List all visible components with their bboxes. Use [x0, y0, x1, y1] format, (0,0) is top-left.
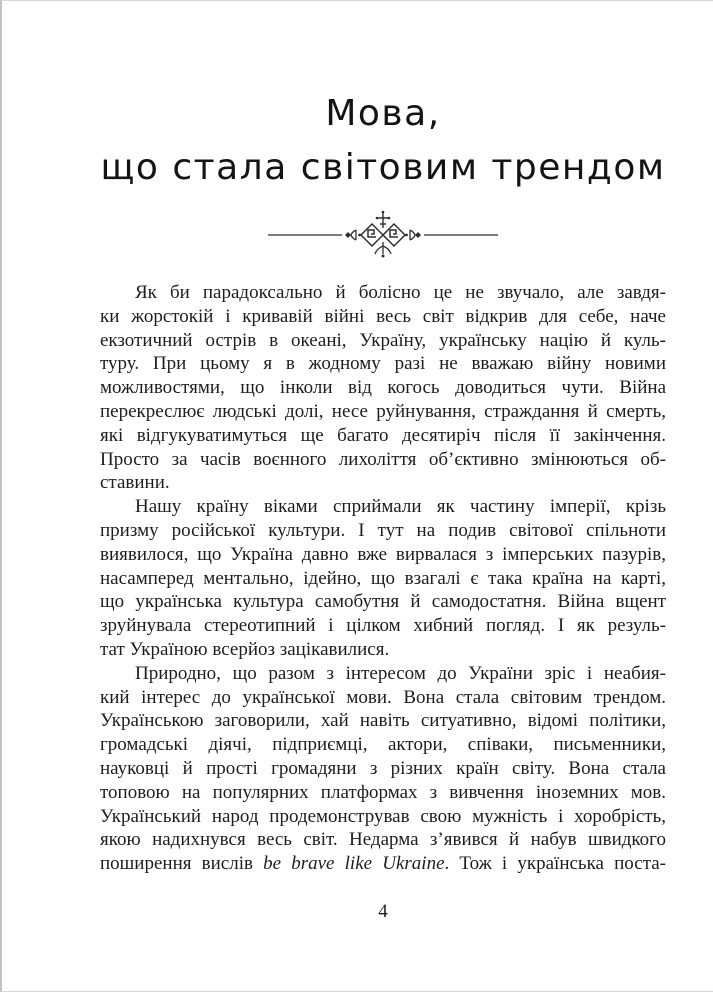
- page-number: 4: [378, 900, 388, 922]
- text-line: громадські діячі, підприємці, актори, співаки, письменники,: [100, 734, 666, 756]
- text-line: насамперед ментально, ідейно, що взагалі є така країна на карті,: [100, 567, 666, 589]
- text-line: екзотичний острів в океані, Україну, українську націю й куль-: [100, 329, 666, 351]
- text-line: виявилося, що Україна давно вже вирвалася з імперських пазурів,: [100, 543, 666, 565]
- text-line: Природно, що разом з інтересом до України зріс і неабия-: [135, 662, 666, 684]
- text-line: що українська культура самобутня й самодостатня. Війна вщент: [100, 591, 666, 613]
- text-line: перекреслює людські долі, несе руйнування, страждання й смерть,: [100, 400, 666, 422]
- paragraph: [100, 495, 666, 662]
- page-content: [100, 1, 666, 924]
- text-line: ставини.: [100, 472, 170, 494]
- line-segment: . Тож і українська поста-: [444, 853, 666, 875]
- text-line: призму російської культури. І тут на подив світової спільноти: [100, 519, 666, 541]
- text-line: топовою на популярних платформах з вивчення іноземних мов.: [100, 781, 666, 803]
- text-line: якою надихнувся весь світ. Недарма з’явився й набув швидкого: [100, 829, 666, 851]
- text-line: Просто за часів воєнного лихоліття об’єктивно змінюються об-: [100, 448, 666, 470]
- paragraph: [100, 662, 666, 876]
- text-line: Український народ продемонстрував свою мужність і хоробрість,: [100, 805, 666, 827]
- text-line: які відгукуватимуться ще багато десятиріч після її закінчення.: [100, 424, 666, 446]
- text-line: туру. При цьому я в жодному разі не вважаю війну новими: [100, 353, 666, 375]
- text-line: Як би парадоксально й болісно це не звучало, але завдя-: [135, 282, 666, 303]
- body-text: [100, 281, 666, 876]
- text-line: Нашу країну віками сприймали як частину імперії, крізь: [135, 496, 666, 518]
- chapter-title: [100, 1, 666, 195]
- text-line: Українською заговорили, хай навіть ситуативно, відомі політики,: [100, 710, 666, 732]
- text-line: можливостями, що інколи від когось доводиться чути. Війна: [100, 377, 666, 399]
- line-segment: поширення вислів: [100, 853, 264, 875]
- paragraph: [100, 281, 666, 495]
- ornamental-divider-icon: [268, 209, 498, 261]
- italic-phrase: be brave like Ukraine: [263, 853, 445, 875]
- divider-row: [100, 209, 666, 261]
- text-line: [100, 852, 666, 876]
- text-line: тат Україною всерйоз зацікавилися.: [100, 638, 390, 660]
- text-line: ки жорстокій і кривавій війні весь світ відкрив для себе, наче: [100, 305, 666, 327]
- chapter-title-line-1: Мова,: [325, 93, 441, 134]
- text-line: науковці й прості громадяни з різних країн світу. Вона стала: [100, 757, 666, 779]
- chapter-title-line-2: що стала світовим трендом: [100, 147, 666, 188]
- text-line: кий інтерес до української мови. Вона стала світовим трендом.: [100, 686, 666, 708]
- text-line: зруйнувала стереотипний і цілком хибний погляд. І як резуль-: [100, 615, 666, 637]
